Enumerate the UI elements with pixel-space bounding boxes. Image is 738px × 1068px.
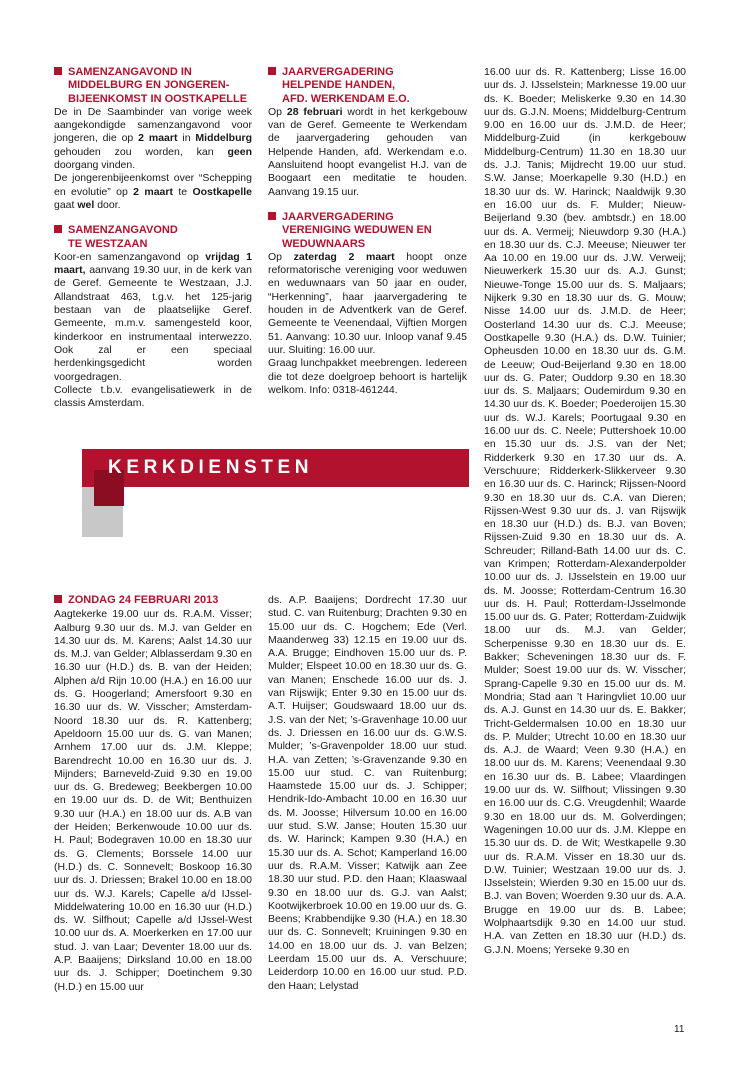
article-heading: JAARVERGADERING HELPENDE HANDEN, AFD. WERKENDAM E.O. bbox=[268, 66, 467, 106]
article-paragraph: De in De Saambinder van vorige week aangekondigde samenzangavond voor jongeren, die op 2 maart in Middelburg gehouden zou worden, kan geen doorgang vinden. bbox=[54, 105, 252, 172]
services-text: Aagtekerke 19.00 uur ds. R.A.M. Visser; Aalburg 9.30 uur ds. M.J. van Gelder en 14.30 uur ds. M. Karens; Aalst 14.30 uur ds. M.J. van Gelder; Alblasserdam 9.30 en 16.30 uur (H.D.) ds. B. van der Heiden; Alphen a/d Rijn 10.00 (H.A.) en 16.00 uur ds. G. Hoogerland; Amersfoort 9.30 en 16.30 uur ds. W. Visscher; Amsterdam-Noord 18.30 uur ds. R. Kattenberg; Apeldoorn 15.00 uur ds. G. van Manen; Arnhem 17.00 uur ds. J.M. Kleppe; Barendrecht 10.00 en 16.30 uur ds. J. Mijnders; Barneveld-Zuid 9.30 en 19.00 uur ds. G. Bredeweg; Beekbergen 10.00 en 19.00 uur ds. D. de Wit; Benthuizen 9.30 uur (H.A.) en 18.00 uur ds. A.B van der Heiden; Berkenwoude 10.00 uur ds. H. Paul; Bodegraven 10.00 en 18.30 uur ds. G. Clements; Borssele 14.00 uur (H.D.) ds. C. Sonnevelt; Boskoop 16.30 uur ds. J. Driessen; Brakel 10.00 en 18.00 uur ds. W.J. Karels; Capelle a/d IJssel-Middelwatering 10.00 en 16.30 uur (H.D.) ds. W. Silfhout; Capelle a/d IJssel-West 10.00 uur ds. A. Moerkerken en 17.00 uur stud. J. van Laar; Deventer 18.00 uur ds. A.P. Baaijens; Dirksland 10.00 en 18.00 uur ds. J. Schipper; Doetinchem 9.30 (H.D.) en 15.00 uur bbox=[54, 608, 252, 993]
services-column-3 bbox=[484, 66, 686, 957]
article-heading: JAARVERGADERING VERENIGING WEDUWEN EN WEDUWNAARS bbox=[268, 211, 467, 251]
section-title: KERKDIENSTEN bbox=[108, 457, 314, 478]
bullet-square-icon bbox=[54, 67, 62, 75]
bullet-square-icon bbox=[54, 225, 62, 233]
article-paragraph: Op 28 februari wordt in het kerkgebouw van de Geref. Gemeente te Werkendam de jaarvergadering gehouden van Helpende Handen, afd. Werkendam e.o. Aansluitend hoopt evangelist H.J. van de Boogaart een meditatie te houden. Aanvang 19.15 uur. bbox=[268, 105, 467, 198]
article-paragraph: Collecte t.b.v. evangelisatiewerk in de classis Amsterdam. bbox=[54, 383, 252, 410]
article-paragraph: De jongerenbijeenkomst over “Schepping en evolutie” op 2 maart te Oostkapelle gaat wel door. bbox=[54, 172, 252, 211]
article-paragraph: Koor-en samenzangavond op vrijdag 1 maart, aanvang 19.30 uur, in de kerk van de Geref. Gemeente te Westzaan, J.J. Allandstraat 463, t.g.v. het 125-jarig bestaan van de plaatselijke Geref. Gemeente, m.m.v. samengesteld koor, kinderkoor en instrumentaal interwezzo. Ook zal er een speciaal herdenkingsgedicht worden voorgedragen. bbox=[54, 250, 252, 383]
page-number: 11 bbox=[674, 1024, 685, 1035]
services-column-2 bbox=[268, 594, 467, 993]
services-column-1 bbox=[54, 594, 252, 994]
article-paragraph: Op zaterdag 2 maart hoopt onze reformatorische vereniging voor weduwen en weduwnaars van 50 jaar en ouder, “Herkenning”, haar jaarvergadering te houden in de Adventkerk van de Geref. Gemeente te Veenendaal, Vijftien Morgen 51. Aanvang: 10.30 uur. Inloop vanaf 9.45 uur. Sluiting: 16.00 uur. bbox=[268, 250, 467, 356]
article-paragraph: Graag lunchpakket meebrengen. Iedereen die tot deze doelgroep behoort is hartelijk welkom. Info: 0318-461244. bbox=[268, 357, 467, 396]
services-text: 16.00 uur ds. R. Kattenberg; Lisse 16.00 uur ds. J. IJsselstein; Marknesse 19.00 uur ds. K. Boeder; Meliskerke 9.30 en 14.30 uur ds. G.J.N. Moens; Middelburg-Centrum 9.00 en 16.00 uur ds. J.M.D. de Heer; Middelburg-Zuid (in kerkgebouw Middelburg-Centrum) 11.30 en 18.30 uur ds. J.J. Tanis; Mijdrecht 19.00 uur stud. S.W. Janse; Moerkapelle 9.30 (H.D.) en 18.30 uur ds. W. Harinck; Naaldwijk 9.30 en 16.00 uur ds. F. Mulder; Nieuw-Beijerland 9.30 (bev. ambtsdr.) en 18.00 uur ds. A. Vermeij; Nieuwdorp 9.30 (H.A.) en 18.30 uur ds. C.J. Meeuse; Nieuwer ter Aa 10.00 en 19.00 uur ds. J.W. Verweij; Nieuwerkerk 15.30 uur ds. A.J. Gunst; Nieuwe-Tonge 15.00 uur ds. S. Maljaars; Nijkerk 9.30 en 18.30 uur ds. G. Mouw; Nisse 14.00 uur ds. J.M.D. de Heer; Oosterland 14.30 uur ds. C.J. Meeuse; Oostkapelle 9.30 (H.A.) ds. D.W. Tuinier; Opheusden 10.00 en 18.30 uur ds. G.M. de Leeuw; Oud-Beijerland 9.30 en 18.00 uur ds. G. Pater; Ouddorp 9.30 en 18.30 uur ds. S. Maljaars; Oudemirdum 9.30 en 14.30 uur ds. K. Boeder; Poederoijen 15.30 uur ds. W.J. Karels; Poortugaal 9.30 en 16.00 uur ds. C. Neele; Puttershoek 10.00 en 15.30 uur ds. J.S. van der Net; Ridderkerk 9.30 en 17.30 uur ds. A. Verschuure; Ridderkerk-Slikkerveer 9.30 en 16.30 uur ds. C. Harinck; Rijssen-Noord 9.30 en 18.30 uur ds. C.A. van Dieren; Rijssen-West 9.30 uur ds. J. van Rijswijk en 18.30 uur (H.D.) ds. B.J. van Boven; Rijssen-Zuid 9.30 en 18.30 uur ds. A. Schreuder; Rilland-Bath 14.00 uur ds. C. van Krimpen; Rotterdam-Alexanderpolder 10.00 uur ds. J. IJsselstein en 19.00 uur ds. M. Joosse; Rotterdam-Centrum 16.30 uur ds. H. Paul; Rotterdam-IJsselmonde 15.00 uur ds. G. Pater; Rotterdam-Zuidwijk 18.00 uur ds. M.J. van Gelder; Scherpenisse 9.30 en 18.30 uur ds. E. Bakker; Scheveningen 18.30 uur ds. F. Mulder; Soest 19.00 uur ds. W. Visscher; Sprang-Capelle 9.30 en 15.00 uur ds. M. Mondria; Stad aan ’t Haringvliet 10.00 uur ds. A.J. Gunst en 14.30 uur ds. E. Bakker; Tricht-Geldermalsen 10.00 en 18.30 uur ds. P. Mulder; Utrecht 10.00 en 18.30 uur ds. A.J. de Waard; Veen 9.30 (H.A.) en 18.00 uur ds. M. Karens; Veenendaal 9.30 en 16.30 uur ds. B. Labee; Vlaardingen 19.00 uur ds. W. Silfhout; Vlissingen 9.30 en 16.00 uur ds. C.G. Vreugdenhil; Waarde 9.30 en 18.00 uur ds. M. Golverdingen; Wageningen 10.00 uur ds. J.M. Kleppe en 15.30 uur ds. D. de Wit; Westkapelle 9.30 uur ds. R.A.M. Visser en 18.30 uur ds. D.W. Tuinier; Westzaan 19.00 uur ds. J. IJsselstein; Wierden 9.30 en 15.00 uur ds. B.J. van Boven; Woerden 9.30 uur ds. A.A. Brugge en 19.00 uur ds. B. Labee; Wolphaartsdijk 9.30 en 14.00 uur stud. H.A. van Zetten en 18.30 uur (H.D.) ds. G.J.N. Moens; Yerseke 9.30 en bbox=[484, 66, 686, 956]
services-text: ds. A.P. Baaijens; Dordrecht 17.30 uur stud. C. van Ruitenburg; Drachten 9.30 en 15.00 uur ds. C. Hogchem; Ede (Verl. Maanderweg 33) 12.15 en 19.00 uur ds. A.A. Brugge; Eindhoven 15.00 uur ds. P. Mulder; Elspeet 10.00 en 18.30 uur ds. G. van Manen; Enschede 16.00 uur ds. J. van Rijswijk; Enter 9.30 en 15.00 uur ds. A.T. Huijser; Goudswaard 18.00 uur ds. J.S. van der Net; ’s-Gravenhage 10.00 uur ds. J. Driessen en 16.00 uur ds. G.W.S. Mulder; ’s-Gravenpolder 18.00 uur stud. H.A. van Zetten; ’s-Gravenzande 9.30 en 15.00 uur stud. C. van Ruitenburg; Haamstede 15.00 uur ds. J. Schipper; Hendrik-Ido-Ambacht 10.00 en 16.30 uur ds. M. Joosse; Hilversum 10.00 en 16.00 uur stud. S.W. Janse; Houten 15.30 uur ds. W. Harinck; Kampen 9.30 (H.A.) en 15.30 uur ds. A. Schot; Kamperland 16.00 uur ds. R.A.M. Visser; Katwijk aan Zee 18.30 uur stud. P.D. den Haan; Klaaswaal 9.30 en 18.00 uur ds. G.J. van Aalst; Kootwijkerbroek 10.00 en 19.00 uur ds. G. Beens; Krabbendijke 9.30 (H.A.) en 18.30 uur ds. C. Sonnevelt; Kruiningen 9.30 en 14.00 en 18.00 uur ds. J. van Belzen; Leerdam 15.00 uur ds. A. Verschuure; Leiderdorp 10.00 en 16.00 uur stud. P.D. den Haan; Lelystad bbox=[268, 594, 467, 992]
column-top-middle bbox=[268, 66, 467, 397]
article-heading: SAMENZANGAVOND IN MIDDELBURG EN JONGEREN- BIJEENKOMST IN OOSTKAPELLE bbox=[54, 66, 252, 106]
article-heading: SAMENZANGAVOND TE WESTZAAN bbox=[54, 224, 252, 251]
column-top-left bbox=[54, 66, 252, 410]
bullet-square-icon bbox=[268, 212, 276, 220]
bullet-square-icon bbox=[268, 67, 276, 75]
services-date-heading: ZONDAG 24 FEBRUARI 2013 bbox=[54, 594, 252, 607]
bullet-square-icon bbox=[54, 595, 62, 603]
